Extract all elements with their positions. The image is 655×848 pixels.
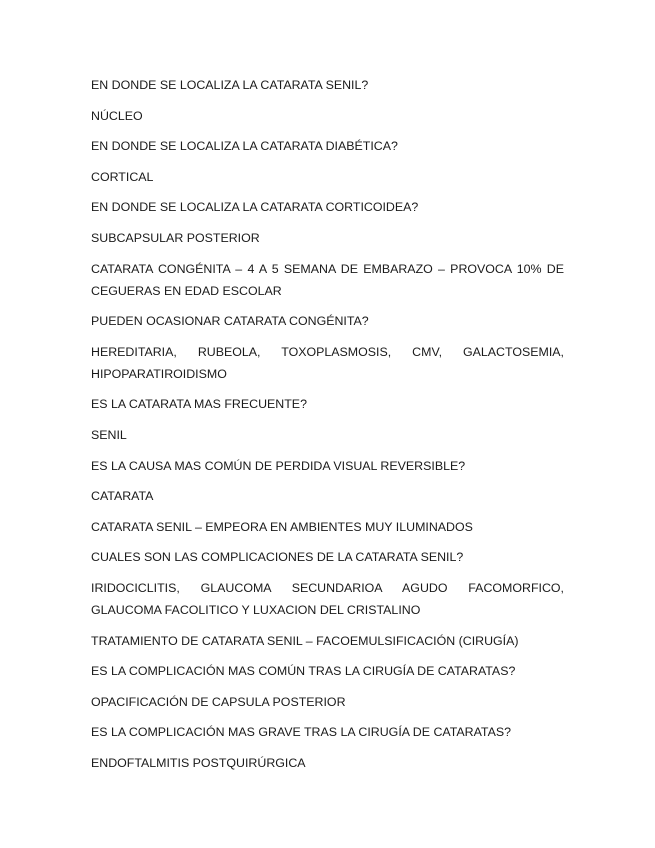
note-senile-cataract-lighting: CATARATA SENIL – EMPEORA EN AMBIENTES MUY ILUMINADOS <box>91 519 473 534</box>
question-reversible-vision-loss: ES LA CAUSA MAS COMÚN DE PERDIDA VISUAL REVERSIBLE? <box>91 458 466 473</box>
note-congenital-cataract: CATARATA CONGÉNITA – 4 A 5 SEMANA DE EMBARAZO – PROVOCA 10% DE CEGUERAS EN EDAD ESCOLAR <box>91 261 564 298</box>
answer-senile: SENIL <box>91 427 127 442</box>
question-most-common-complication: ES LA COMPLICACIÓN MAS COMÚN TRAS LA CIRUGÍA DE CATARATAS? <box>91 664 516 679</box>
question-corticosteroid-cataract-location: EN DONDE SE LOCALIZA LA CATARATA CORTICOIDEA? <box>91 200 419 215</box>
question-congenital-cataract-causes: PUEDEN OCASIONAR CATARATA CONGÉNITA? <box>91 314 369 329</box>
answer-congenital-causes: HEREDITARIA, RUBEOLA, TOXOPLASMOSIS, CMV, GALACTOSEMIA, HIPOPARATIROIDISMO <box>91 344 564 381</box>
answer-cortical: CORTICAL <box>91 169 154 184</box>
answer-nucleus: NÚCLEO <box>91 108 143 123</box>
question-most-frequent-cataract: ES LA CATARATA MAS FRECUENTE? <box>91 397 307 412</box>
question-most-serious-complication: ES LA COMPLICACIÓN MAS GRAVE TRAS LA CIRUGÍA DE CATARATAS? <box>91 725 512 740</box>
answer-endophthalmitis: ENDOFTALMITIS POSTQUIRÚRGICA <box>91 755 306 770</box>
question-senile-cataract-location: EN DONDE SE LOCALIZA LA CATARATA SENIL? <box>91 78 369 92</box>
answer-complications: IRIDOCICLITIS, GLAUCOMA SECUNDARIOA AGUDO FACOMORFICO, GLAUCOMA FACOLITICO Y LUXACION DEL CRISTALINO <box>91 580 564 617</box>
note-senile-cataract-treatment: TRATAMIENTO DE CATARATA SENIL – FACOEMULSIFICACIÓN (CIRUGÍA) <box>91 633 519 648</box>
answer-posterior-capsule-opacification: OPACIFICACIÓN DE CAPSULA POSTERIOR <box>91 694 346 709</box>
document-body <box>91 74 564 782</box>
answer-cataract: CATARATA <box>91 489 154 504</box>
question-senile-cataract-complications: CUALES SON LAS COMPLICACIONES DE LA CATARATA SENIL? <box>91 550 464 565</box>
answer-posterior-subcapsular: SUBCAPSULAR POSTERIOR <box>91 230 260 245</box>
question-diabetic-cataract-location: EN DONDE SE LOCALIZA LA CATARATA DIABÉTICA? <box>91 139 398 154</box>
